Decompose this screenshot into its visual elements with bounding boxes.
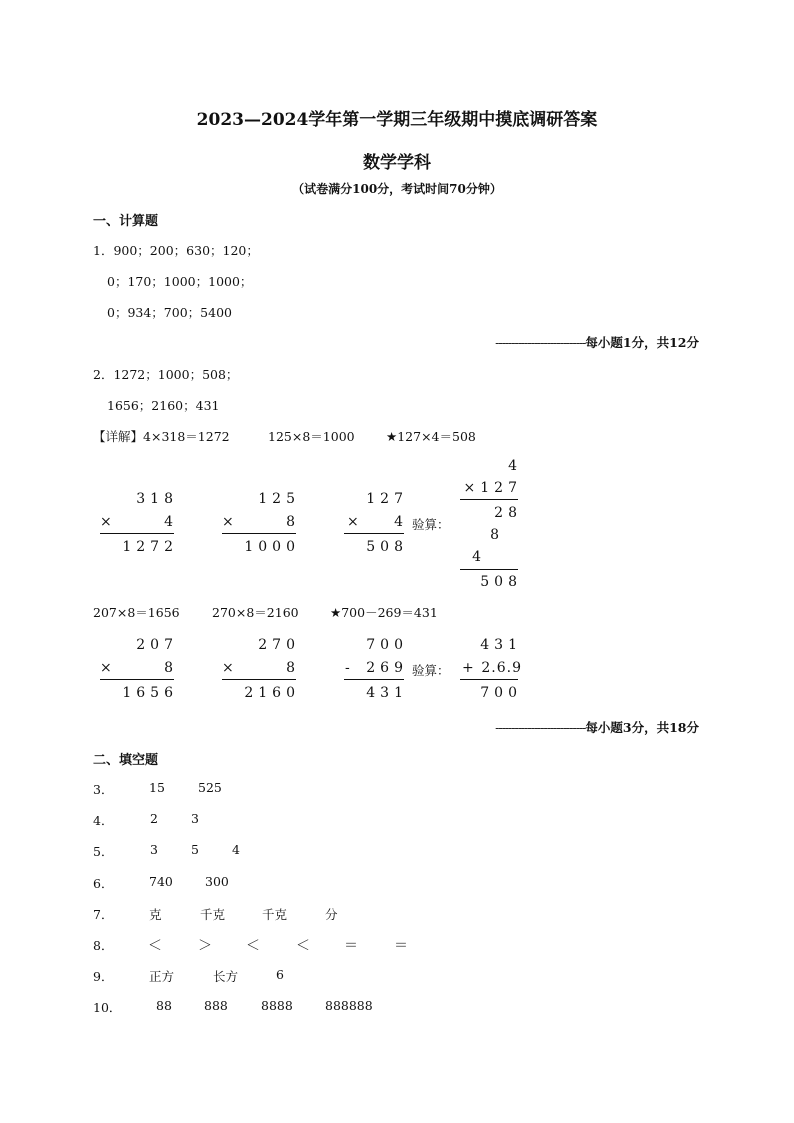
answer: ＝ bbox=[394, 938, 408, 954]
question-number: 9． bbox=[93, 969, 114, 984]
q2-line-2: 1656；2160；431 bbox=[107, 398, 220, 413]
answer: ＝ bbox=[344, 938, 358, 954]
vc-top: 431 bbox=[480, 637, 522, 653]
vc-op: × bbox=[222, 514, 239, 530]
vc-rule bbox=[460, 679, 518, 680]
vc-bottom: 269 bbox=[366, 660, 408, 676]
vc-rule bbox=[344, 679, 404, 680]
vc-result: 1272 bbox=[122, 539, 178, 555]
answer: 8888 bbox=[261, 998, 293, 1013]
question-number: 5． bbox=[93, 844, 114, 859]
answer: 千克 bbox=[200, 907, 226, 922]
vc-result: 431 bbox=[366, 685, 408, 701]
vc-result: 508 bbox=[366, 539, 408, 555]
vc-op: × bbox=[100, 660, 117, 676]
q1-line-3: 0；934；700；5400 bbox=[107, 305, 232, 320]
q2-score-note bbox=[495, 718, 699, 736]
vc-rule bbox=[222, 679, 296, 680]
score-dash-line: ---------------------------- bbox=[495, 720, 586, 735]
answer: 正方 bbox=[149, 969, 175, 984]
q1-line-1: 1．900；200；630；120； bbox=[93, 243, 259, 258]
section-heading-calc: 一、计算题 bbox=[93, 214, 159, 229]
q1-line-2: 0；170；1000；1000； bbox=[107, 274, 253, 289]
vc-result: 2160 bbox=[244, 685, 300, 701]
equation-1: 4×318＝1272 bbox=[143, 429, 230, 444]
vc-op: - bbox=[345, 660, 355, 676]
question-number: 4． bbox=[93, 813, 114, 828]
vc-bottom: 8 bbox=[286, 660, 300, 676]
subject-title: 数学学科 bbox=[363, 153, 431, 173]
vc-top: 125 bbox=[258, 491, 300, 507]
answer: 6 bbox=[276, 967, 284, 982]
answer: 740 bbox=[149, 874, 173, 889]
vc-result: 700 bbox=[480, 685, 522, 701]
answer: 5 bbox=[191, 842, 199, 857]
equation-6: ★700－269＝431 bbox=[330, 605, 438, 620]
answer: 3 bbox=[191, 811, 199, 826]
answer: 4 bbox=[232, 842, 240, 857]
answer: 888888 bbox=[325, 998, 373, 1013]
vc-top: 127 bbox=[366, 491, 408, 507]
vc-second: ×127 bbox=[463, 480, 522, 496]
vc-bottom: 2.6.9 bbox=[481, 660, 522, 676]
vc-top: 207 bbox=[136, 637, 178, 653]
question-number: 6． bbox=[93, 876, 114, 891]
exam-note: （试卷满分100分，考试时间70分钟） bbox=[292, 182, 502, 196]
vc-op: × bbox=[100, 514, 117, 530]
score-text: 每小题3分，共18分 bbox=[585, 720, 699, 735]
vc-rule bbox=[344, 533, 404, 534]
answer: 千克 bbox=[262, 907, 288, 922]
answer: 2 bbox=[150, 811, 158, 826]
answer: 3 bbox=[150, 842, 158, 857]
answer: 分 bbox=[325, 907, 338, 922]
vc-partial-2: 8 bbox=[490, 527, 504, 543]
answer: 525 bbox=[198, 780, 222, 795]
vc-op: × bbox=[222, 660, 239, 676]
vc-result: 1656 bbox=[122, 685, 178, 701]
vc-rule bbox=[460, 569, 518, 570]
vc-result: 1000 bbox=[244, 539, 300, 555]
q2-line-1: 2．1272；1000；508； bbox=[93, 367, 239, 382]
vc-partial-1: 28 bbox=[494, 505, 522, 521]
check-label-1: 验算： bbox=[412, 517, 450, 532]
equation-5: 270×8＝2160 bbox=[212, 605, 299, 620]
score-dash-line: ---------------------------- bbox=[495, 335, 586, 350]
answer: 300 bbox=[205, 874, 229, 889]
vc-partial-3: 4 bbox=[472, 549, 486, 565]
vc-op: × bbox=[347, 514, 364, 530]
question-number: 7． bbox=[93, 907, 114, 922]
answer: 88 bbox=[156, 998, 172, 1013]
question-number: 8． bbox=[93, 938, 114, 953]
score-text: 每小题1分，共12分 bbox=[585, 335, 699, 350]
answer: 克 bbox=[149, 907, 162, 922]
vc-bottom: 8 bbox=[286, 514, 300, 530]
vc-bottom: 4 bbox=[164, 514, 178, 530]
detail-row-1 bbox=[93, 427, 230, 445]
vc-rule bbox=[222, 533, 296, 534]
vc-rule bbox=[460, 499, 518, 500]
answer: ＞ bbox=[198, 938, 212, 954]
vc-rule bbox=[100, 679, 174, 680]
vc-bottom: 8 bbox=[164, 660, 178, 676]
question-number: 3． bbox=[93, 782, 114, 797]
equation-2: 125×8＝1000 bbox=[268, 429, 355, 444]
vc-top: 318 bbox=[136, 491, 178, 507]
equation-3: ★127×4＝508 bbox=[386, 429, 476, 444]
vc-rule bbox=[100, 533, 174, 534]
vc-top: 700 bbox=[366, 637, 408, 653]
vc-top: 4 bbox=[508, 458, 522, 474]
vc-result: 508 bbox=[480, 574, 522, 590]
vc-op: + bbox=[462, 660, 479, 676]
vc-bottom: 4 bbox=[394, 514, 408, 530]
answer: 长方 bbox=[213, 969, 239, 984]
question-number: 10． bbox=[93, 1000, 122, 1015]
check-label-2: 验算： bbox=[412, 663, 450, 678]
answer: ＜ bbox=[296, 938, 310, 954]
equation-4: 207×8＝1656 bbox=[93, 605, 180, 620]
page-title: 2023—2024学年第一学期三年级期中摸底调研答案 bbox=[196, 110, 598, 130]
vc-top: 270 bbox=[258, 637, 300, 653]
answer: 888 bbox=[204, 998, 228, 1013]
detail-label: 【详解】 bbox=[93, 429, 144, 444]
answer: ＜ bbox=[246, 938, 260, 954]
section-heading-fill: 二、填空题 bbox=[93, 753, 159, 768]
answer: 15 bbox=[149, 780, 165, 795]
answer: ＜ bbox=[148, 938, 162, 954]
q1-score-note bbox=[495, 333, 699, 351]
